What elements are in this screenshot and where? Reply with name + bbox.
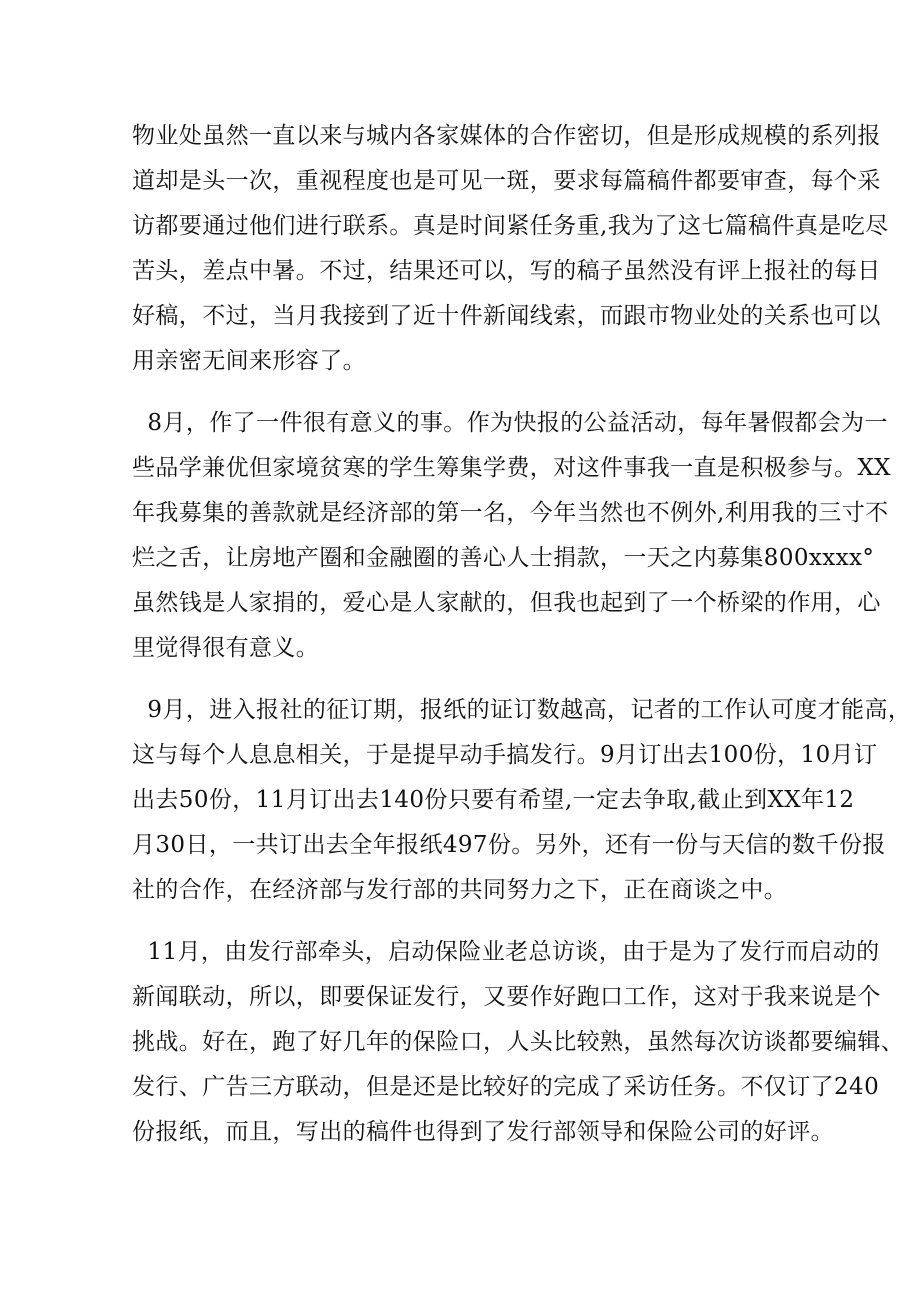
text-line: 好稿，不过，当月我接到了近十件新闻线索，而跟市物业处的关系也可以 — [132, 303, 881, 329]
text-line: 些品学兼优但家境贫寒的学生筹集学费，对这件事我一直是积极参与。XX — [132, 455, 891, 481]
paragraph-property-office — [132, 114, 889, 384]
text-line: 发行、广告三方联动，但是还是比较好的完成了采访任务。不仅订了240 — [132, 1074, 880, 1100]
text-line: 9月，进入报社的征订期，报纸的证订数越高，记者的工作认可度才能高， — [132, 697, 912, 723]
paragraph-august — [132, 401, 891, 671]
paragraph-november — [132, 930, 905, 1155]
text-line: 这与每个人息息相关，于是提早动手搞发行。9月订出去100份，10月订 — [132, 742, 878, 768]
text-line: 年我募集的善款就是经济部的第一名，今年当然也不例外,利用我的三寸不 — [132, 500, 889, 526]
text-line: 挑战。好在，跑了好几年的保险口，人头比较熟，虽然每次访谈都要编辑、 — [132, 1029, 905, 1055]
text-line: 访都要通过他们进行联系。真是时间紧任务重,我为了这七篇稿件真是吃尽 — [132, 213, 889, 239]
text-line: 里觉得很有意义。 — [132, 635, 320, 661]
text-line: 份报纸，而且，写出的稿件也得到了发行部领导和保险公司的好评。 — [132, 1119, 834, 1145]
document-body — [132, 114, 912, 1155]
paragraph-september — [132, 688, 912, 913]
text-line: 11月，由发行部牵头，启动保险业老总访谈，由于是为了发行而启动的 — [132, 939, 880, 965]
text-line: 社的合作，在经济部与发行部的共同努力之下，正在商谈之中。 — [132, 877, 788, 903]
text-line: 8月，作了一件很有意义的事。作为快报的公益活动，每年暑假都会为一 — [132, 410, 888, 436]
text-line: 苦头，差点中暑。不过，结果还可以，写的稿子虽然没有评上报社的每日 — [132, 258, 881, 284]
text-line: 虽然钱是人家捐的，爱心是人家献的，但我也起到了一个桥梁的作用，心 — [132, 590, 881, 616]
text-line: 烂之舌，让房地产圈和金融圈的善心人士捐款，一天之内募集800xxxx° — [132, 545, 875, 571]
text-line: 道却是头一次，重视程度也是可见一斑，要求每篇稿件都要审查，每个采 — [132, 168, 881, 194]
text-line: 用亲密无间来形容了。 — [132, 348, 366, 374]
text-line: 出去50份，11月订出去140份只要有希望,一定去争取,截止到XX年12 — [132, 787, 855, 813]
text-line: 月30日，一共订出去全年报纸497份。另外，还有一份与天信的数千份报 — [132, 832, 886, 858]
text-line: 新闻联动，所以，即要保证发行，又要作好跑口工作，这对于我来说是个 — [132, 984, 881, 1010]
text-line: 物业处虽然一直以来与城内各家媒体的合作密切，但是形成规模的系列报 — [132, 123, 881, 149]
